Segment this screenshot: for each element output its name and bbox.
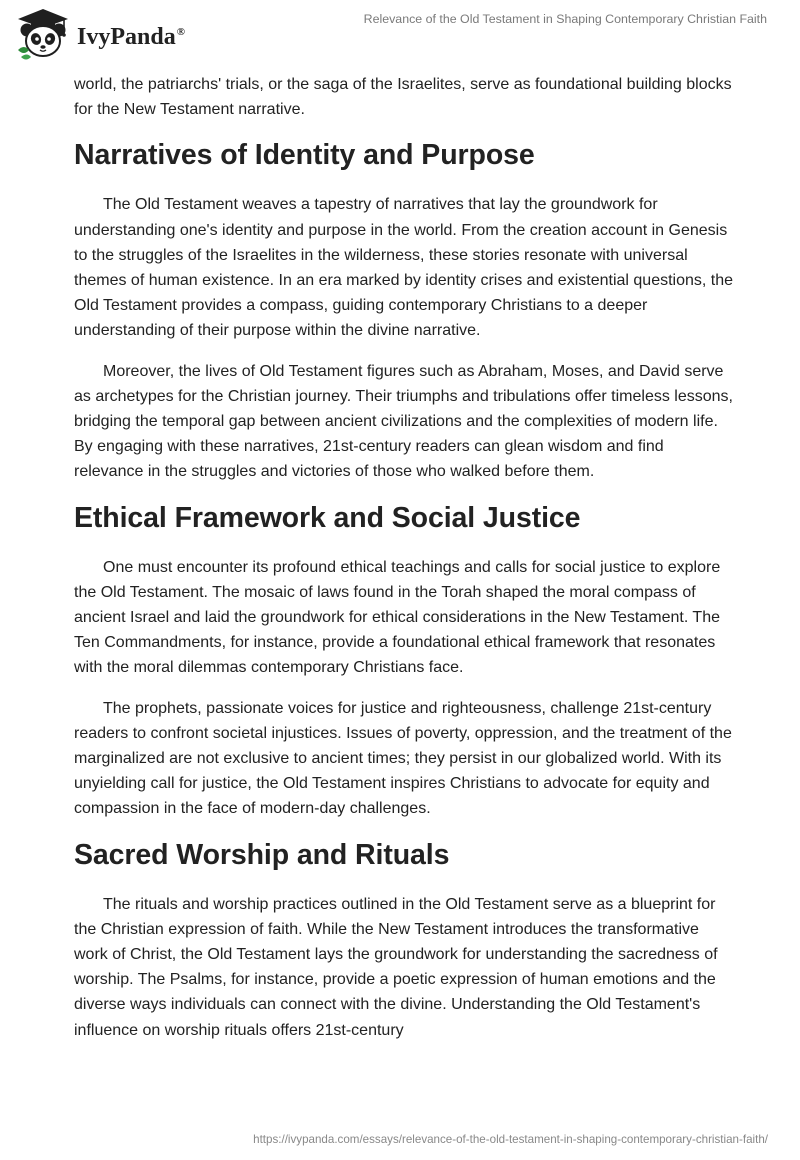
paragraph: The rituals and worship practices outlined in the Old Testament serve as a blueprint for the Christian expression of faith. While the New Testament introduces the transformative work of Christ, the Old Testament lays the groundwork for understanding the sacredness of worship. The Psalms, for instance, provide a poetic expression of human emotions and the diverse ways individuals can connect with the divine. Understanding the Old Testament's influence on worship rituals offers 21st-century [74, 895, 718, 1039]
source-url[interactable]: https://ivypanda.com/essays/relevance-of-the-old-testament-in-shaping-contemporary-christian-faith/ [253, 1133, 768, 1146]
paragraph: The prophets, passionate voices for justice and righteousness, challenge 21st-century readers to confront societal injustices. Issues of poverty, oppression, and the treatment of the marginalized are not exclusive to ancient times; they persist in our globalized world. With its unyielding call for justice, the Old Testament inspires Christians to advocate for equity and compassion in the face of modern-day challenges. [74, 699, 732, 818]
section-heading-worship: Sacred Worship and Rituals [74, 838, 450, 871]
section-heading-identity: Narratives of Identity and Purpose [74, 139, 535, 172]
brand-name [77, 24, 185, 51]
paragraph: One must encounter its profound ethical teachings and calls for social justice to explore the Old Testament. The mosaic of laws found in the Torah shaped the moral compass of ancient Israel and laid the groundwork for ethical considerations in the New Testament. The Ten Commandments, for instance, provide a foundational ethical framework that resonates with the moral dilemmas contemporary Christians face. [74, 558, 721, 677]
document-title: Relevance of the Old Testament in Shaping Contemporary Christian Faith [363, 12, 767, 26]
paragraph: Moreover, the lives of Old Testament figures such as Abraham, Moses, and David serve as archetypes for the Christian journey. Their triumphs and tribulations offer timeless lessons, bridging the temporal gap between ancient civilizations and the complexities of modern life. By engaging with these narratives, 21st-century readers can glean wisdom and find relevance in the struggles and victories of those who walked before them. [74, 362, 733, 481]
essay-content [74, 72, 734, 1058]
panda-logo-icon [14, 6, 72, 62]
brand-label: IvyPanda [77, 24, 176, 50]
section-heading-ethics: Ethical Framework and Social Justice [74, 501, 581, 534]
registered-mark: ® [176, 26, 185, 38]
paragraph: The Old Testament weaves a tapestry of narratives that lay the groundwork for understanding one's identity and purpose in the world. From the creation account in Genesis to the struggles of the Israelites in the wilderness, these stories resonate with universal themes of human existence. In an era marked by identity crises and existential questions, the Old Testament provides a compass, guiding contemporary Christians to a deeper understanding of their purpose within the divine narrative. [74, 196, 734, 340]
page-header [0, 0, 800, 70]
ivypanda-logo[interactable] [14, 6, 214, 62]
lead-paragraph: world, the patriarchs' trials, or the saga of the Israelites, serve as foundational building blocks for the New Testament narrative. [74, 76, 732, 119]
